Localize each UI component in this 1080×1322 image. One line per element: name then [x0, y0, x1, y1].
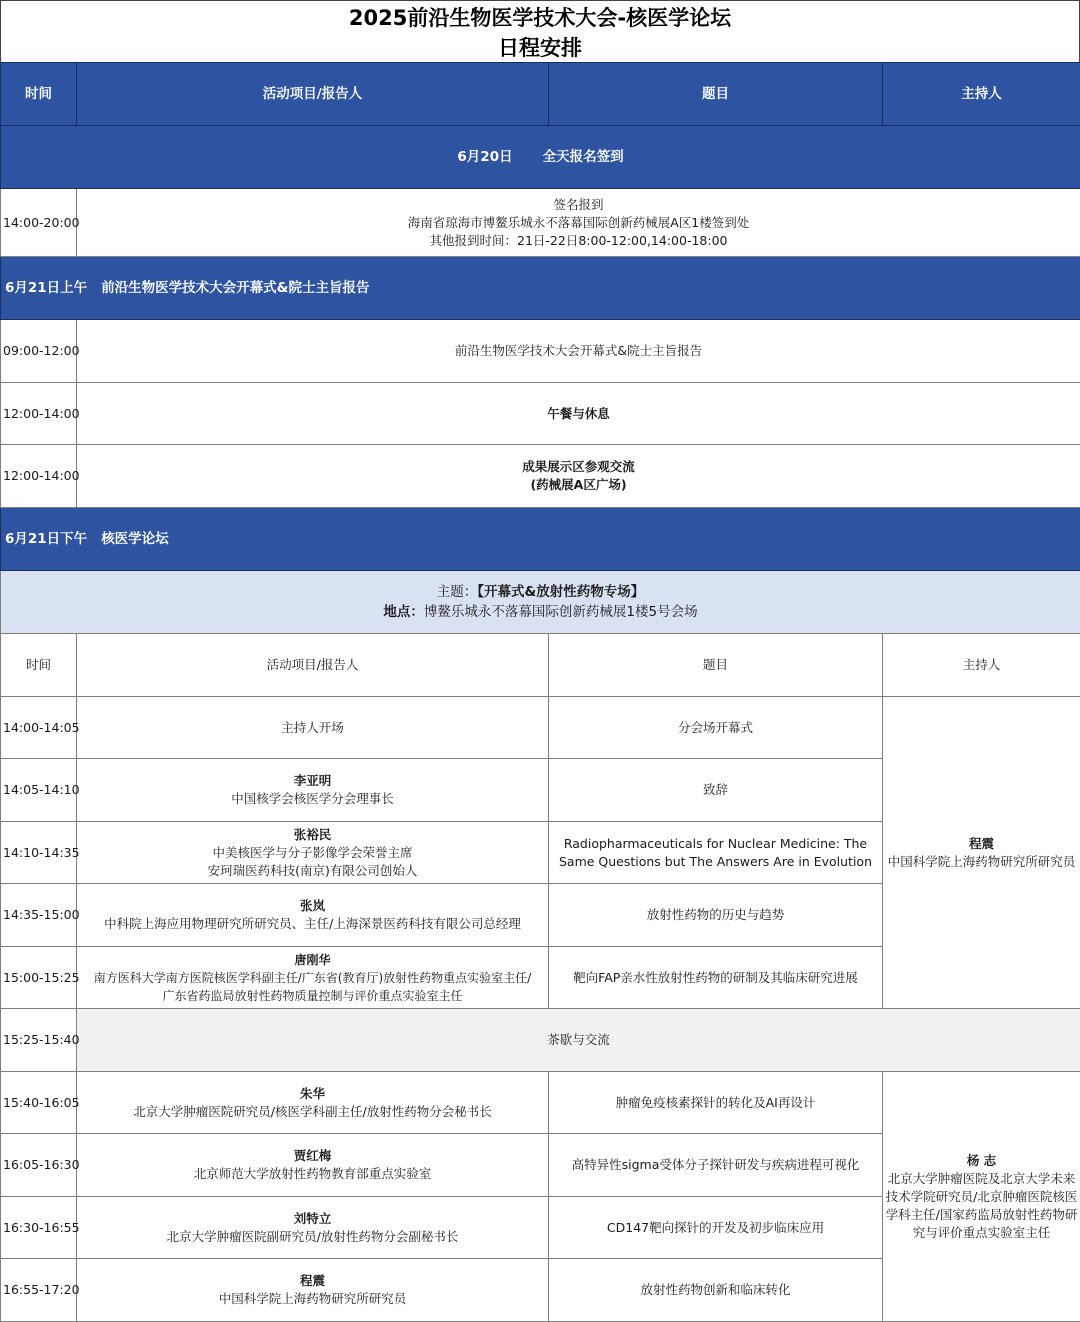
table-row	[1, 445, 1080, 508]
speaker-affiliation: 中国核学会核医学分会理事长	[231, 791, 394, 806]
time-cell: 14:35-15:00	[1, 884, 77, 947]
speaker-affiliation: 北京大学肿瘤医院副研究员/放射性药物分会副秘书长	[166, 1228, 459, 1244]
speaker-cell	[77, 1134, 549, 1197]
topic-cell: CD147靶向探针的开发及初步临床应用	[549, 1197, 883, 1259]
speaker-name: 唐刚华	[294, 952, 331, 967]
topic-cell: 分会场开幕式	[549, 697, 883, 759]
speaker-name: 程震	[299, 1273, 325, 1288]
host-cell	[883, 697, 1080, 1009]
time-cell: 16:55-17:20	[1, 1259, 77, 1322]
section-date: 6月20日	[457, 149, 513, 165]
topic-cell: Radiopharmaceuticals for Nuclear Medicine: The Same Questions but The Answers Are in Evolution	[549, 822, 883, 884]
speaker-name: 朱华	[299, 1085, 325, 1101]
registration-title: 签名报到	[553, 196, 604, 212]
speaker-cell	[77, 822, 549, 884]
speaker-cell	[77, 947, 549, 1009]
topic-cell: 放射性药物创新和临床转化	[549, 1259, 883, 1322]
document-title: 2025前沿生物医学技术大会-核医学论坛	[348, 6, 732, 30]
speaker-cell	[77, 884, 549, 947]
section-band-cell	[1, 126, 1080, 189]
header-host: 主持人	[883, 63, 1080, 126]
registration-location: 海南省琼海市博鳌乐城永不落幕国际创新药械展A区1楼签到处	[407, 214, 750, 230]
section-date: 6月21日下午	[5, 531, 88, 547]
activity-cell: 前沿生物医学技术大会开幕式&院士主旨报告	[77, 320, 1080, 383]
table-row	[1, 383, 1080, 445]
header-activity: 活动项目/报告人	[77, 63, 549, 126]
speaker-affiliation: 中科院上海应用物理研究所研究员、主任/上海深景医药科技有限公司总经理	[104, 916, 521, 931]
section-band-day2-morning	[1, 257, 1080, 320]
host-cell	[883, 1072, 1080, 1322]
theme-label: 主题：	[436, 584, 478, 600]
table-row	[1, 320, 1080, 383]
theme-row	[1, 571, 1080, 634]
header-time: 时间	[1, 63, 77, 126]
break-row	[1, 1009, 1080, 1072]
header-topic: 题目	[549, 63, 883, 126]
theme-cell	[1, 571, 1080, 634]
registration-cell	[77, 189, 1080, 257]
time-cell: 14:00-20:00	[1, 189, 77, 257]
venue-label: 地点：	[383, 604, 424, 620]
topic-cell: 靶向FAP亲水性放射性药物的研制及其临床研究进展	[549, 947, 883, 1009]
subheader-topic: 题目	[549, 634, 883, 697]
speaker-name: 张裕民	[293, 826, 332, 842]
subheader-time: 时间	[1, 634, 77, 697]
venue-line	[3, 602, 1078, 622]
speaker-name: 张岚	[299, 898, 325, 913]
speaker-cell	[77, 1197, 549, 1259]
topic-cell: 高特异性sigma受体分子探针研发与疾病进程可视化	[549, 1134, 883, 1197]
document-subtitle: 日程安排	[498, 36, 582, 60]
table-row	[1, 189, 1080, 257]
activity-cell	[77, 445, 1080, 508]
subheader-activity: 活动项目/报告人	[77, 634, 549, 697]
time-cell: 15:25-15:40	[1, 1009, 77, 1072]
speaker-cell	[77, 759, 549, 822]
speaker-affiliation: 广东省药监局放射性药物质量控制与评价重点实验室主任	[162, 988, 463, 1003]
subheader-row	[1, 634, 1080, 697]
topic-cell: 致辞	[549, 759, 883, 822]
section-band-cell	[1, 257, 1080, 320]
registration-other-times: 其他报到时间：21日-22日8:00-12:00,14:00-18:00	[429, 232, 728, 248]
time-cell: 14:05-14:10	[1, 759, 77, 822]
section-label: 全天报名签到	[542, 149, 624, 165]
document-title-block	[0, 0, 1080, 62]
subheader-host: 主持人	[883, 634, 1080, 697]
time-cell: 14:00-14:05	[1, 697, 77, 759]
time-cell: 14:10-14:35	[1, 822, 77, 884]
table-header-row	[1, 63, 1080, 126]
venue-value: 博鳌乐城永不落幕国际创新药械展1楼5号会场	[423, 604, 698, 620]
topic-cell: 肿瘤免疫核素探针的转化及AI再设计	[549, 1072, 883, 1134]
theme-value: 【开幕式&放射性药物专场】	[477, 584, 645, 600]
time-cell: 16:30-16:55	[1, 1197, 77, 1259]
host-affiliation: 北京大学肿瘤医院及北京大学未来技术学院研究员/北京肿瘤医院核医学科主任/国家药监局放射性药物研究与评价重点实验室主任	[885, 1170, 1078, 1240]
theme-line	[3, 582, 1078, 602]
section-label: 前沿生物医学技术大会开幕式&院士主旨报告	[101, 280, 370, 296]
time-cell: 16:05-16:30	[1, 1134, 77, 1197]
section-label: 核医学论坛	[101, 531, 169, 547]
speaker-cell	[77, 1259, 549, 1322]
schedule-table	[0, 62, 1080, 1322]
activity-line: 成果展示区参观交流	[522, 459, 635, 474]
speaker-affiliation: 北京大学肿瘤医院研究员/核医学科副主任/放射性药物分会秘书长	[133, 1103, 492, 1119]
section-date: 6月21日上午	[5, 280, 88, 296]
activity-cell: 午餐与休息	[77, 383, 1080, 445]
speaker-affiliation: 中国科学院上海药物研究所研究员	[218, 1291, 407, 1306]
activity-line: (药械展A区广场)	[530, 477, 627, 492]
speaker-name: 李亚明	[293, 773, 332, 788]
section-band-day1	[1, 126, 1080, 189]
topic-cell: 放射性药物的历史与趋势	[549, 884, 883, 947]
section-band-day2-afternoon	[1, 508, 1080, 571]
time-cell: 15:00-15:25	[1, 947, 77, 1009]
host-name: 杨 志	[966, 1152, 997, 1168]
break-cell: 茶歇与交流	[77, 1009, 1080, 1072]
activity-cell: 主持人开场	[77, 697, 549, 759]
section-band-cell	[1, 508, 1080, 571]
speaker-affiliation: 北京师范大学放射性药物教育部重点实验室	[193, 1166, 432, 1181]
speaker-affiliation: 中美核医学与分子影像学会荣誉主席	[212, 844, 413, 860]
host-affiliation: 中国科学院上海药物研究所研究员	[887, 853, 1076, 869]
host-name: 程震	[968, 835, 994, 851]
time-cell: 12:00-14:00	[1, 383, 77, 445]
session-row	[1, 1072, 1080, 1134]
speaker-name: 贾红梅	[293, 1148, 332, 1163]
speaker-affiliation: 安珂瑞医药科技(南京)有限公司创始人	[207, 862, 418, 878]
time-cell: 12:00-14:00	[1, 445, 77, 508]
time-cell: 09:00-12:00	[1, 320, 77, 383]
time-cell: 15:40-16:05	[1, 1072, 77, 1134]
speaker-name: 刘特立	[293, 1210, 332, 1226]
speaker-affiliation: 南方医科大学南方医院核医学科副主任/广东省(教育厅)放射性药物重点实验室主任/	[93, 970, 532, 985]
session-row	[1, 697, 1080, 759]
speaker-cell	[77, 1072, 549, 1134]
